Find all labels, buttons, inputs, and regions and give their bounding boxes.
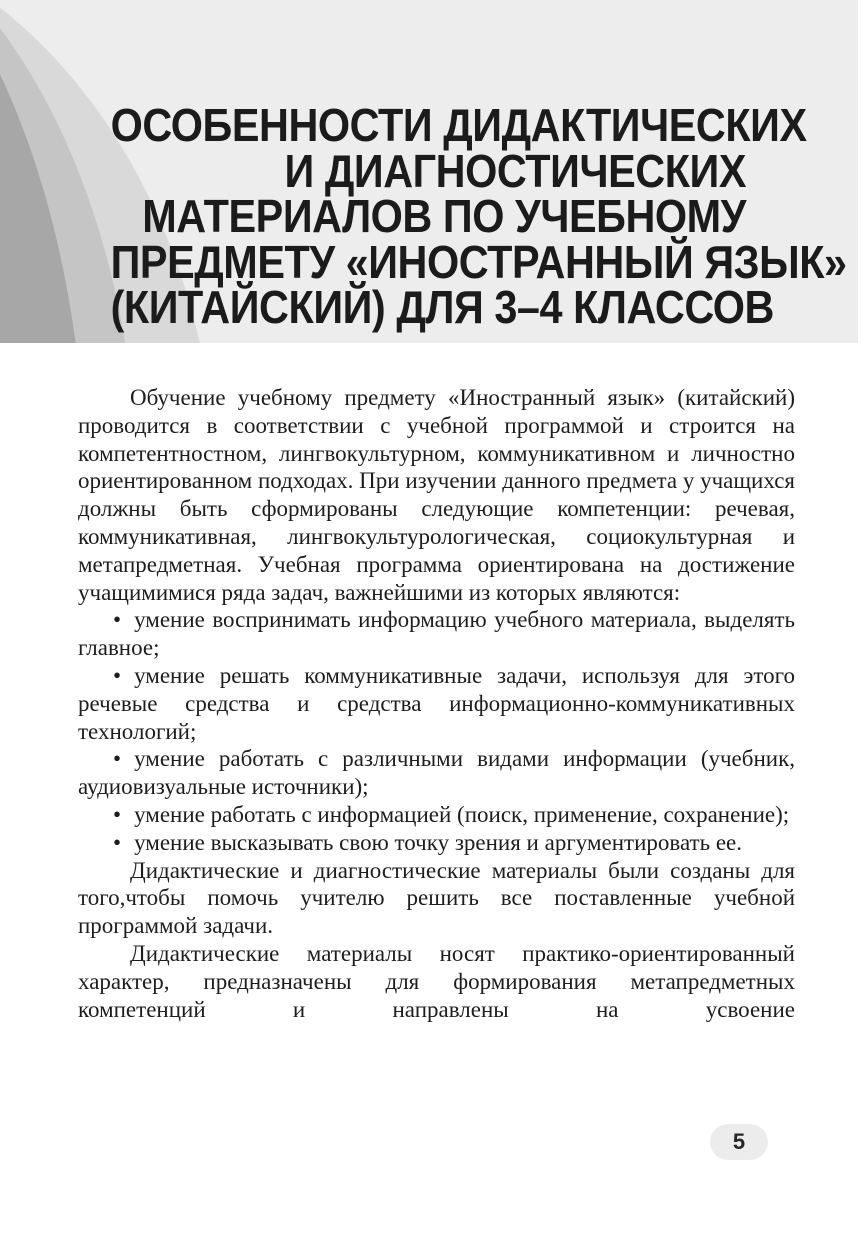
bullet-item — [78, 801, 795, 829]
page-title-line-5: (КИТАЙСКИЙ) ДЛЯ 3–4 КЛАССОВ — [110, 281, 774, 333]
paragraph: Обучение учебному предмету «Иностранный язык» (китайский) проводится в соответствии с учебной программой и строится на компетентностном, лингвокультурном, коммуникативном и личностно ориентированном подходах. При изучении данного предмета у учащихся должны быть сформированы следующие компетенции: речевая, коммуникативная, лингвокультурологическая, социокультурная и метапредметная. Учебная программа ориентирована на достижение учащимимися ряда задач, важнейшими из которых являются: — [78, 385, 795, 605]
bullet-item — [78, 745, 795, 801]
bullet-text: умение воспринимать информацию учебного материала, выделять главное; — [78, 607, 795, 661]
bullet-text: умение высказывать свою точку зрения и аргументировать ее. — [134, 829, 743, 855]
bullet-icon: • — [113, 829, 122, 855]
bullet-icon: • — [113, 801, 122, 827]
body-text — [78, 384, 795, 1023]
page-title — [110, 99, 847, 333]
page-title-line-1: ОСОБЕННОСТИ ДИДАКТИЧЕСКИХ — [110, 99, 807, 151]
page-number-badge — [710, 1124, 768, 1160]
page-title-line-4: ПРЕДМЕТУ «ИНОСТРАННЫЙ ЯЗЫК» — [110, 235, 847, 288]
page-number: 5 — [732, 1129, 746, 1154]
header-band — [0, 0, 858, 343]
bullet-item — [78, 606, 795, 662]
bullet-item — [78, 662, 795, 745]
bullet-text: умение работать с информацией (поиск, применение, сохранение); — [134, 801, 790, 827]
bullet-text: умение решать коммуникативные задачи, используя для этого речевые средства и средства информационно-коммуникативных технологий; — [78, 662, 795, 744]
bullet-text: умение работать с различными видами информации (учебник, аудиовизуальные источники); — [78, 746, 795, 800]
bullet-item — [78, 829, 795, 857]
bullet-icon: • — [113, 662, 122, 688]
paragraph: Дидактические и диагностические материалы были созданы для того,чтобы помочь учителю решить все поставленные учебной программой задачи. — [78, 857, 795, 939]
page-title-line-3: МАТЕРИАЛОВ ПО УЧЕБНОМУ — [142, 190, 747, 242]
bullet-icon: • — [113, 746, 122, 772]
bullet-icon: • — [113, 607, 122, 633]
paragraph: Дидактические материалы носят практико-ориентированный характер, предназначены для формирования метапредметных компетенций и направлены на усвоение — [78, 940, 795, 1022]
page-title-line-2: И ДИАГНОСТИЧЕСКИХ — [284, 144, 746, 197]
